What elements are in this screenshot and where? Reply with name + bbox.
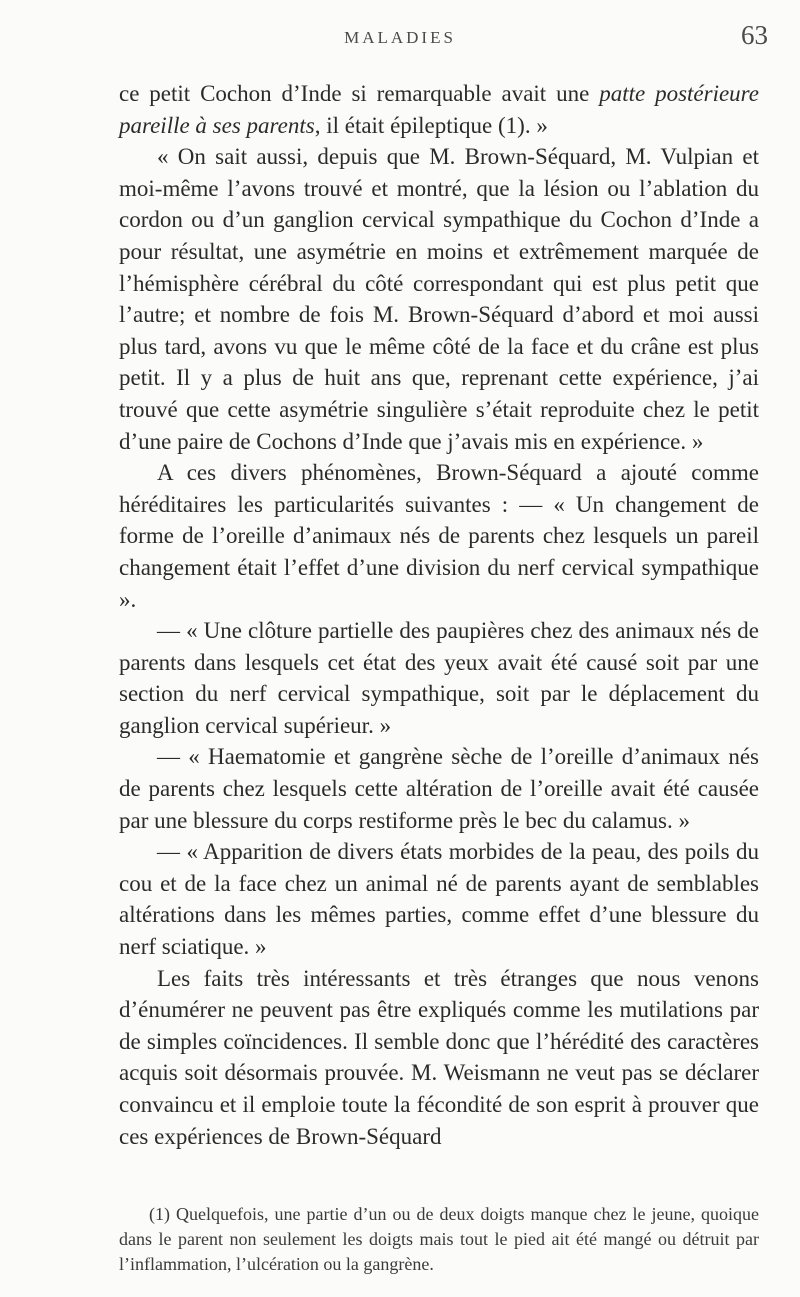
paragraph-text: A ces divers phénomènes, Brown-Séquard a ajouté comme héréditaires les particularités suivantes : — « Un changement de forme de l’oreille d’animaux nés de parents chez lesquels un pareil changement était l’effet d’une division du nerf cervical sympathique ». [119,460,759,612]
body-paragraph [119,615,759,741]
footnote: (1) Quelquefois, une partie d’un ou de deux doigts manque chez le jeune, quoique dans le parent non seulement les doigts mais tout le pied ait été mangé ou détruit par l’inflammation, l’ulcération ou la gangrène. [119,1204,759,1274]
paragraph-text: , il était épileptique (1). » [314,112,548,138]
paragraph-text: — « Une clôture partielle des paupières chez des animaux nés de parents dans lesquels cet état des yeux avait été causé soit par une section du nerf cervical sympathique, soit par le déplacement du ganglion cervical supérieur. » [119,618,759,738]
body-paragraph [119,78,759,141]
body-paragraph [119,141,759,457]
body-paragraph [119,836,759,962]
paragraph-text: — « Haematomie et gangrène sèche de l’oreille d’animaux nés de parents chez lesquels cette altération de l’oreille avait été causée par une blessure du corps restiforme près le bec du calamus. » [119,744,759,833]
paragraph-text: ce petit Cochon d’Inde si remarquable avait une [119,81,600,106]
running-title: MALADIES [344,28,456,47]
body-paragraph [119,457,759,615]
paragraph-text: — « Apparition de divers états morbides de la peau, des poils du cou et de la face chez un animal né de parents ayant de semblables altérations dans les mêmes parties, comme effet d’une blessure du nerf sciatique. » [119,839,759,960]
footnotes [119,1202,759,1277]
body-paragraph [119,963,759,1153]
italic-text: patte postérieure pareille à ses parents [119,81,759,138]
body-paragraph [119,741,759,836]
body-text [119,78,759,1152]
running-head [0,20,800,56]
paragraph-text: Les faits très intéressants et très étranges que nous venons d’énumérer ne peuvent pas être expliqués comme les mutilations par de simples coïncidences. Il semble donc que l’hérédité des caractères acquis soit désormais prouvée. M. Weismann ne veut pas se déclarer convaincu et il emploie toute la fécondité de son esprit à prouver que ces expériences de Brown-Séquard [119,965,759,1149]
paragraph-text: « On sait aussi, depuis que M. Brown-Séquard, M. Vulpian et moi-même l’avons trouvé et montré, que la lésion ou l’ablation du cordon ou d’un ganglion cervical sympathique du Cochon d’Inde a pour résultat, une asymétrie en moins et extrêmement marquée de l’hémisphère cérébral du côté correspondant qui est plus petit que l’autre; et nombre de fois M. Brown-Séquard d’abord et moi aussi plus tard, avons vu que le même côté de la face et du crâne est plus petit. Il y a plus de huit ans que, reprenant cette expérience, j’ai trouvé que cette asymétrie singulière s’était reproduite chez le petit d’une paire de Cochons d’Inde que j’avais mis en expérience. » [119,144,759,454]
page-number: 63 [741,20,768,50]
